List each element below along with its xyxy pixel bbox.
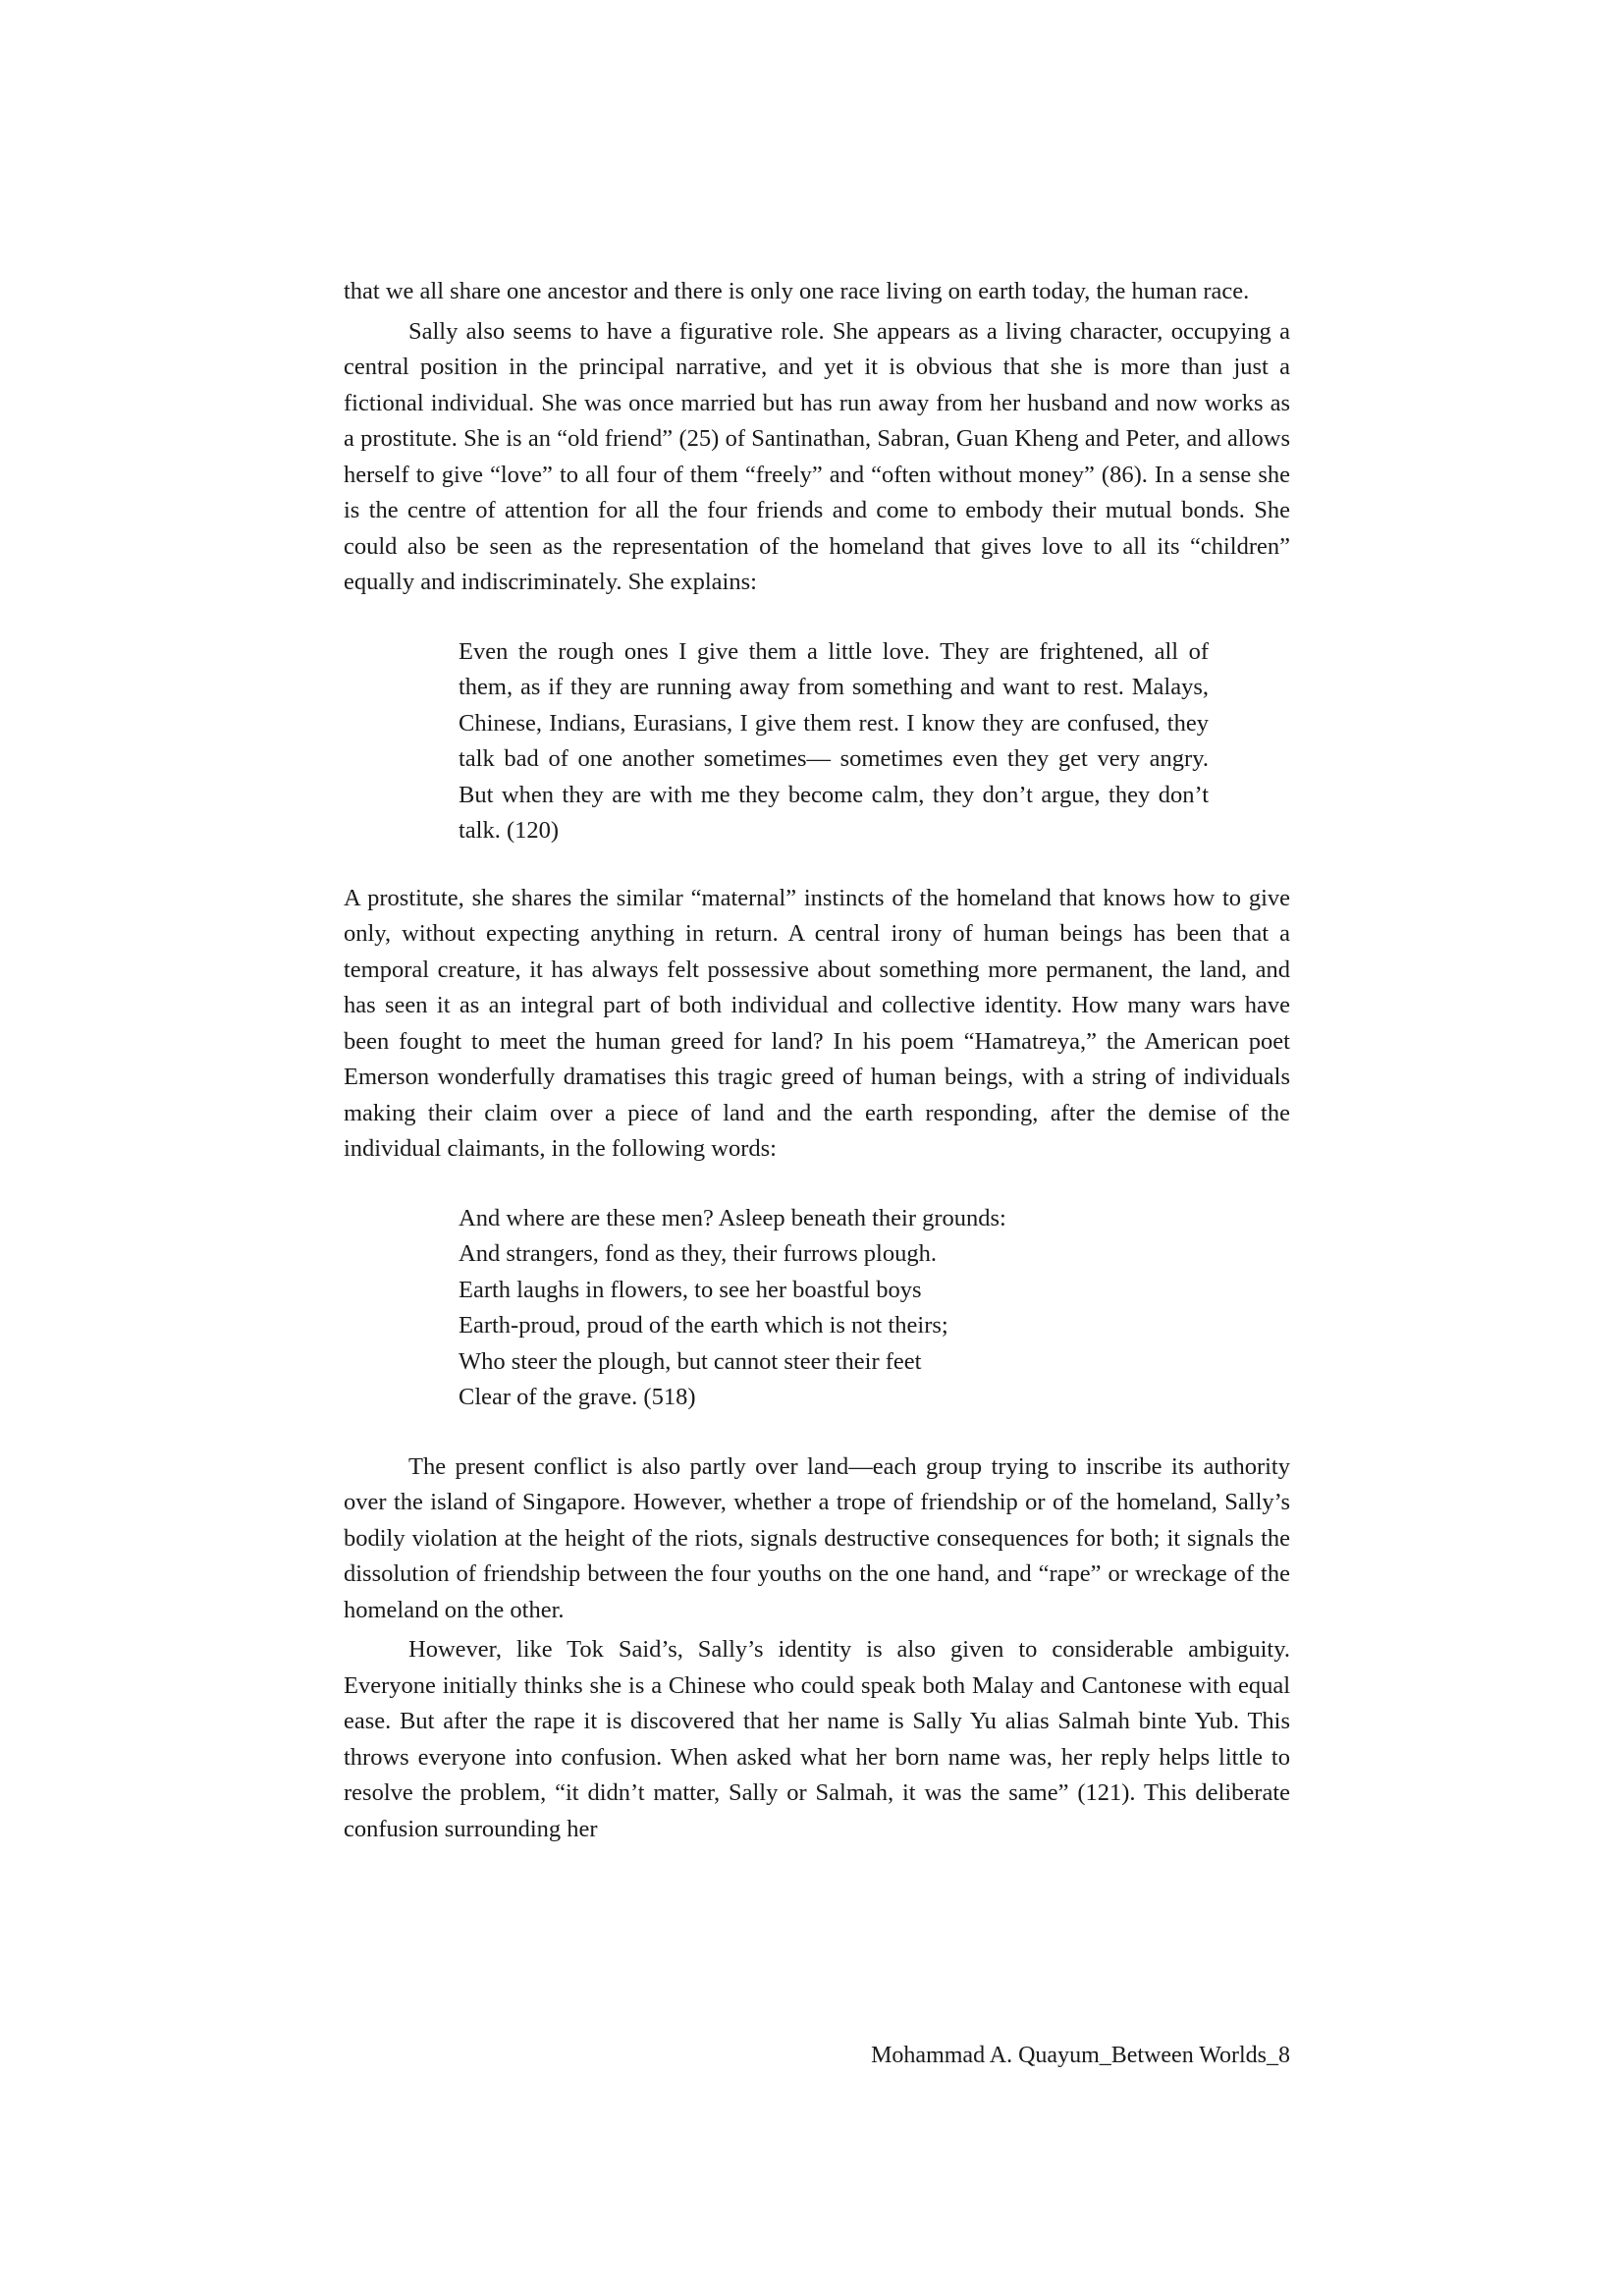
page-footer: Mohammad A. Quayum_Between Worlds_8	[871, 2043, 1290, 2068]
verse-line: And strangers, fond as they, their furrows plough.	[459, 1240, 937, 1267]
paragraph-continued: that we all share one ancestor and there is only one race living on earth today, the human race.	[344, 278, 1250, 304]
block-quotation: Even the rough ones I give them a little love. They are frightened, all of them, as if they are running away from something and want to rest. Malays, Chinese, Indians, Eurasians, I give them rest. I know they are confused, they talk bad of one another sometimes— sometimes even they get very angry. But when they are with me they become calm, they don’t argue, they don’t talk. (120)	[459, 637, 1209, 844]
verse-line: Earth-proud, proud of the earth which is not theirs;	[459, 1312, 948, 1339]
paragraph-sally-identity: However, like Tok Said’s, Sally’s identity is also given to considerable ambiguity. Everyone initially thinks she is a Chinese who could speak both Malay and Cantonese with equal ease. But after the rape it is discovered that her name is Sally Yu alias Salmah binte Yub. This throws everyone into confusion. When asked what her born name was, her reply helps little to resolve the problem, “it didn’t matter, Sally or Salmah, it was the same” (121). This deliberate confusion surrounding her	[344, 1636, 1290, 1842]
verse-line: And where are these men? Asleep beneath their grounds:	[459, 1204, 1006, 1231]
verse-line: Clear of the grave. (518)	[459, 1384, 696, 1410]
page-body	[344, 274, 1290, 1847]
verse-quotation	[459, 1201, 1244, 1416]
verse-line: Earth laughs in flowers, to see her boastful boys	[459, 1276, 922, 1303]
paragraph-land-conflict: The present conflict is also partly over land—each group trying to inscribe its authority over the island of Singapore. However, whether a trope of friendship or of the homeland, Sally’s bodily violation at the height of the riots, signals destructive consequences for both; it signals the dissolution of friendship between the four youths on the one hand, and “rape” or wreckage of the homeland on the other.	[344, 1452, 1290, 1623]
paragraph-maternal-instincts: A prostitute, she shares the similar “maternal” instincts of the homeland that knows how to give only, without expecting anything in return. A central irony of human beings has been that a temporal creature, it has always felt possessive about something more permanent, the land, and has seen it as an integral part of both individual and collective identity. How many wars have been fought to meet the human greed for land? In his poem “Hamatreya,” the American poet Emerson wonderfully dramatises this tragic greed of human beings, with a string of individuals making their claim over a piece of land and the earth responding, after the demise of the individual claimants, in the following words:	[344, 884, 1290, 1162]
verse-line: Who steer the plough, but cannot steer their feet	[459, 1347, 922, 1375]
paragraph-sally-role: Sally also seems to have a figurative role. She appears as a living character, occupying a central position in the principal narrative, and yet it is obvious that she is more than just a fictional individual. She was once married but has run away from her husband and now works as a prostitute. She is an “old friend” (25) of Santinathan, Sabran, Guan Kheng and Peter, and allows herself to give “love” to all four of them “freely” and “often without money” (86). In a sense she is the centre of attention for all the four friends and come to embody their mutual bonds. She could also be seen as the representation of the homeland that gives love to all its “children” equally and indiscriminately. She explains:	[344, 317, 1290, 595]
